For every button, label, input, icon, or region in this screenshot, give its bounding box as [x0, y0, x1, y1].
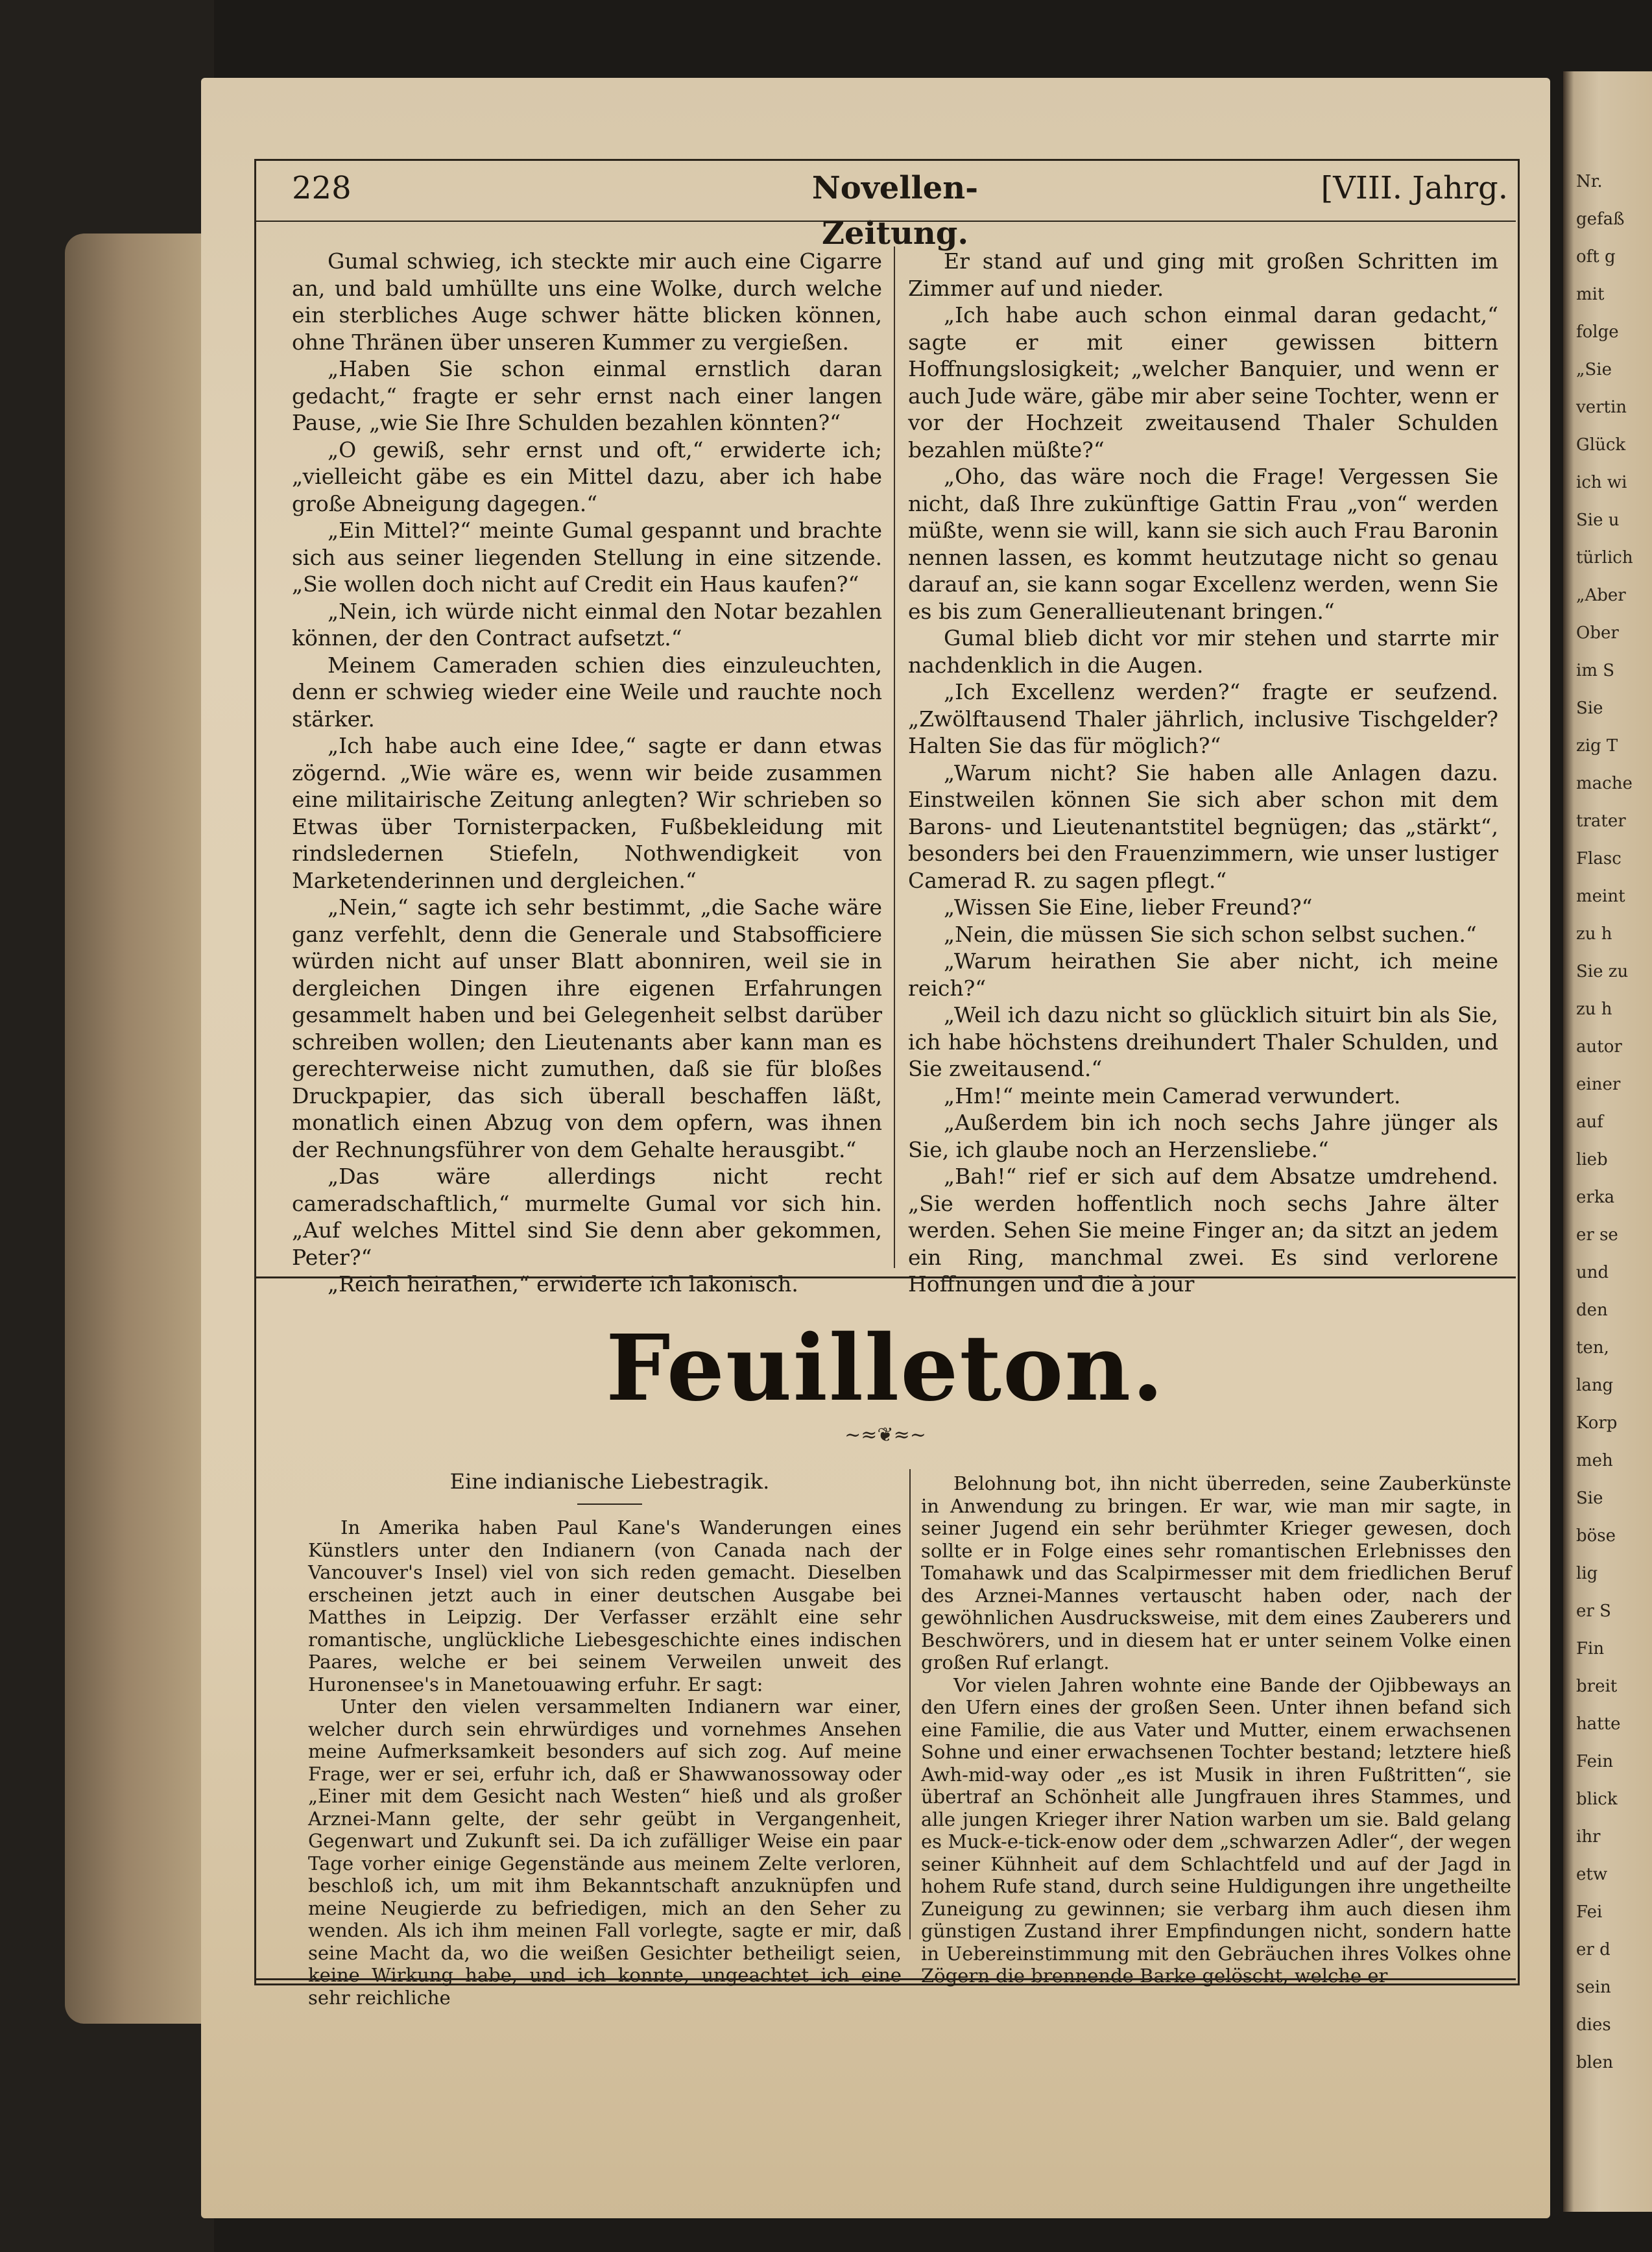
- next-page-fragment: böse: [1576, 1526, 1616, 1546]
- next-page-fragment: sein: [1576, 1978, 1611, 1997]
- paragraph: Er stand auf und ging mit großen Schritten im Zimmer auf und nieder.: [908, 248, 1498, 301]
- paragraph: Gumal schwieg, ich steckte mir auch eine Cigarre an, und bald umhüllte uns eine Wolke, durch welche ein sterbliches Auge schwer hätte blicken können, ohne Thränen über unseren Kummer zu vergießen.: [292, 248, 882, 355]
- next-page-fragment: zu h: [1576, 1000, 1612, 1019]
- feuilleton-divider: [909, 1469, 911, 1939]
- page-edge: [65, 234, 214, 2024]
- next-page-fragment: „Sie: [1576, 360, 1612, 379]
- paragraph: „Nein, ich würde nicht einmal den Notar bezahlen können, der den Contract aufsetzt.“: [292, 598, 882, 651]
- next-page-fragment: mit: [1576, 285, 1605, 304]
- paragraph: „Ich Excellenz werden?“ fragte er seufzend. „Zwölftausend Thaler jährlich, inclusive Tischgelder? Halten Sie das für möglich?“: [908, 679, 1498, 758]
- next-page-fragment: türlich: [1576, 548, 1633, 568]
- next-page-fragment: Flasc: [1576, 849, 1622, 868]
- paragraph: „Hm!“ meinte mein Camerad verwundert.: [944, 1083, 1401, 1108]
- left-column: [292, 248, 882, 1298]
- next-page-fragment: folge: [1576, 322, 1619, 342]
- next-page-strip: [1563, 71, 1652, 2212]
- next-page-fragment: Korp: [1576, 1413, 1618, 1433]
- next-page-fragment: und: [1576, 1263, 1609, 1282]
- next-page-fragment: hatte: [1576, 1714, 1621, 1734]
- next-page-fragment: Glück: [1576, 435, 1626, 455]
- paragraph: Gumal blieb dicht vor mir stehen und starrte mir nachdenklich in die Augen.: [908, 625, 1498, 678]
- next-page-fragment: Fein: [1576, 1752, 1614, 1771]
- next-page-fragment: oft g: [1576, 247, 1616, 267]
- next-page-fragment: mache: [1576, 774, 1633, 793]
- ornament-icon: ~≈❦≈~: [844, 1424, 926, 1446]
- next-page-fragment: er d: [1576, 1940, 1610, 1959]
- next-page-fragment: blick: [1576, 1790, 1618, 1809]
- paragraph: „Ein Mittel?“ meinte Gumal gespannt und brachte sich aus seiner liegenden Stellung in eine sitzende. „Sie wollen doch nicht auf Credit ein Haus kaufen?“: [292, 518, 882, 597]
- paragraph: Meinem Cameraden schien dies einzuleuchten, denn er schwieg wieder eine Weile und rauchte noch stärker.: [292, 652, 882, 732]
- next-page-fragment: er se: [1576, 1225, 1618, 1245]
- next-page-fragment: Nr.: [1576, 172, 1603, 191]
- feuilleton-rule: [254, 1276, 1516, 1278]
- next-page-fragment: zu h: [1576, 924, 1612, 944]
- right-column: [908, 248, 1498, 1298]
- paragraph: „Oho, das wäre noch die Frage! Vergessen Sie nicht, daß Ihre zukünftige Gattin Frau „von“ werden müßte, wenn sie will, kann sie sich auch Frau Baronin nennen lassen, es kommt heutzutage nicht so genau darauf an, sie kann sogar Excellenz werden, wenn Sie es bis zum Generallieutenant bringen.“: [908, 464, 1498, 624]
- next-page-fragment: gefaß: [1576, 210, 1625, 229]
- feuilleton-title: Feuilleton.: [606, 1315, 1165, 1422]
- paragraph: „Wissen Sie Eine, lieber Freund?“: [944, 894, 1313, 920]
- article-title: Eine indianische Liebestragik.: [449, 1469, 770, 1494]
- next-page-fragment: meint: [1576, 887, 1625, 906]
- next-page-fragment: Fin: [1576, 1639, 1605, 1659]
- next-page-fragment: ten,: [1576, 1338, 1609, 1358]
- column-divider: [894, 246, 895, 1268]
- next-page-fragment: etw: [1576, 1865, 1608, 1884]
- paragraph: „Warum nicht? Sie haben alle Anlagen dazu. Einstweilen können Sie sich aber schon mit dem Barons- und Lieutenantstitel begnügen; das „stärkt“, besonders bei den Frauenzimmern, wie unser lustiger Camerad R. zu sagen pflegt.“: [908, 760, 1498, 893]
- header-rule: [254, 221, 1516, 222]
- paragraph: Unter den vielen versammelten Indianern war einer, welcher durch sein ehrwürdiges und vornehmes Ansehen meine Aufmerksamkeit besonders auf sich zog. Auf meine Frage, wer er sei, erfuhr ich, daß er Shawwanossoway oder „Einer mit dem Gesicht nach Westen“ hieß und als großer Arznei-Mann gelte, der sehr geübt in Vergangenheit, Gegenwart und Zukunft sei. Da ich zufälliger Weise ein paar Tage vorher einige Gegenstände aus meinem Zelte verloren, beschloß ich, um mit ihm Bekanntschaft anzuknüpfen und meine Neugierde zu befriedigen, mich an den Seher zu wenden. Als ich ihm meinen Fall vorlegte, sagte er mir, daß seine Macht da, wo die weißen Gesichter betheiligt seien, keine Wirkung habe, und ich konnte, ungeachtet ich eine sehr reichliche: [308, 1695, 902, 2009]
- feuilleton-left-column: [308, 1516, 902, 2009]
- paragraph: „Ich habe auch eine Idee,“ sagte er dann etwas zögernd. „Wie wäre es, wenn wir beide zusammen eine militairische Zeitung anlegten? Wir schrieben so Etwas über Tornisterpacken, Fußbekleidung mit rindsledernen Stiefeln, Nothwendigkeit von Marketenderinnen und dergleichen.“: [292, 733, 882, 893]
- next-page-fragment: erka: [1576, 1188, 1615, 1207]
- next-page-fragment: er S: [1576, 1601, 1611, 1621]
- paragraph: „Bah!“ rief er sich auf dem Absatze umdrehend. „Sie werden hoffentlich noch sechs Jahre älter werden. Sehen Sie meine Finger an; da sitzt an jedem ein Ring, manchmal zwei. Es sind verlorene Hoffnungen und die à jour: [908, 1164, 1498, 1297]
- next-page-fragment: lieb: [1576, 1150, 1608, 1169]
- article-title-rule: [577, 1503, 642, 1505]
- next-page-fragment: zig T: [1576, 736, 1618, 756]
- next-page-fragment: Fei: [1576, 1902, 1603, 1922]
- next-page-fragment: Sie: [1576, 699, 1603, 718]
- paragraph: „Das wäre allerdings nicht recht cameradschaftlich,“ murmelte Gumal vor sich hin. „Auf welches Mittel sind Sie denn aber gekommen, Peter?“: [292, 1164, 882, 1270]
- next-page-fragment: dies: [1576, 2015, 1611, 2035]
- paragraph: „O gewiß, sehr ernst und oft,“ erwiderte ich; „vielleicht gäbe es ein Mittel dazu, aber ich habe große Abneigung dagegen.“: [292, 437, 882, 516]
- next-page-fragment: meh: [1576, 1451, 1613, 1470]
- paragraph: In Amerika haben Paul Kane's Wanderungen eines Künstlers unter den Indianern (von Canada nach der Vancouver's Insel) viel von sich reden gemacht. Dieselben erscheinen jetzt auch in einer deutschen Ausgabe bei Matthes in Leipzig. Der Verfasser erzählt eine sehr romantische, unglückliche Liebesgeschichte eines indischen Paares, welche er bei seinem Verweilen unweit des Huronensee's in Manetouawing erfuhr. Er sagt:: [308, 1516, 902, 1695]
- next-page-fragment: ich wi: [1576, 473, 1627, 492]
- next-page-fragment: ihr: [1576, 1827, 1601, 1847]
- next-page-fragment: im S: [1576, 661, 1615, 680]
- next-page-fragment: Sie u: [1576, 510, 1620, 530]
- next-page-fragment: Ober: [1576, 623, 1619, 643]
- bottom-rule: [254, 1978, 1516, 1980]
- next-page-fragment: blen: [1576, 2053, 1614, 2072]
- paragraph: „Warum heirathen Sie aber nicht, ich meine reich?“: [908, 948, 1498, 1001]
- paragraph: „Nein,“ sagte ich sehr bestimmt, „die Sache wäre ganz verfehlt, denn die Generale und Stabsofficiere würden nicht auf unser Blatt abonniren, weil sie in dergleichen Dingen ihre eigenen Erfahrungen gesammelt haben und bei Gelegenheit selbst darüber schreiben wollen; den Lieutenants aber kann man es gerechterweise nicht zumuthen, daß sie für bloßes Druckpapier, das sich überall beschaffen läßt, monatlich einen Abzug von dem opfern, was ihnen der Rechnungsführer von dem Gehalte herausgibt.“: [292, 894, 882, 1162]
- next-page-fragment: Sie: [1576, 1489, 1603, 1508]
- paragraph: „Nein, die müssen Sie sich schon selbst suchen.“: [944, 921, 1477, 947]
- next-page-fragment: lang: [1576, 1376, 1614, 1395]
- paragraph: Belohnung bot, ihn nicht überreden, seine Zauberkünste in Anwendung zu bringen. Er war, wie man mir sagte, in seiner Jugend ein sehr berühmter Krieger gewesen, doch sollte er in Folge eines sehr romantischen Erlebnisses den Tomahawk und das Scalpirmesser mit dem friedlichen Beruf des Arznei-Mannes vertauscht haben oder, nach der gewöhnlichen Ausdrucksweise, mit dem eines Zauberers und Beschwörers, und in diesem hat er unter seinem Volke einen großen Ruf erlangt.: [921, 1472, 1511, 1673]
- paragraph: „Ich habe auch schon einmal daran gedacht,“ sagte er mit einer gewissen bittern Hoffnungslosigkeit; „welcher Banquier, und wenn er auch Jude wäre, gäbe mir aber seine Tochter, wenn er vor der Hochzeit zweitausend Thaler Schulden bezahlen müßte?“: [908, 302, 1498, 462]
- paragraph: „Weil ich dazu nicht so glücklich situirt bin als Sie, ich habe höchstens dreihundert Thaler Schulden, und Sie zweitausend.“: [908, 1002, 1498, 1081]
- paragraph: „Außerdem bin ich noch sechs Jahre jünger als Sie, ich glaube noch an Herzensliebe.“: [908, 1110, 1498, 1162]
- next-page-fragment: trater: [1576, 811, 1626, 831]
- feuilleton-right-column: [921, 1472, 1511, 1987]
- next-page-fragment: „Aber: [1576, 586, 1626, 605]
- next-page-fragment: Sie zu: [1576, 962, 1629, 981]
- next-page-fragment: den: [1576, 1300, 1608, 1320]
- next-page-fragment: einer: [1576, 1075, 1621, 1094]
- page-number: 228: [292, 170, 352, 206]
- masthead-title: Novellen-Zeitung.: [811, 170, 979, 252]
- paragraph: Vor vielen Jahren wohnte eine Bande der Ojibbeways an den Ufern eines der großen Seen. Unter ihnen befand sich eine Familie, die aus Vater und Mutter, einem erwachsenen Sohne und einer erwachsenen Tochter bestand; letztere hieß Awh-mid-way oder „es ist Musik in ihren Fußtritten“, sie übertraf an Schönheit alle Jungfrauen ihres Stammes, und alle jungen Krieger ihrer Nation warben um sie. Bald gelang es Muck-e-tick-enow oder dem „schwarzen Adler“, der wegen seiner Kühnheit auf dem Schlachtfeld und auf der Jagd in hohem Rufe stand, durch seine Huldigungen ihre ungetheilte Zuneigung zu gewinnen; sie verbarg ihm auch diesen ihm günstigen Zustand ihrer Empfindungen nicht, sondern hatte in Uebereinstimmung mit den Gebräuchen ihres Volkes ohne Zögern die brennende Barke gelöscht, welche er: [921, 1673, 1511, 1987]
- paragraph: „Reich heirathen,“ erwiderte ich lakonisch.: [328, 1271, 798, 1297]
- next-page-fragment: lig: [1576, 1564, 1598, 1583]
- paragraph: „Haben Sie schon einmal ernstlich daran gedacht,“ fragte er sehr ernst nach einer langen Pause, „wie Sie Ihre Schulden bezahlen könnten?“: [292, 356, 882, 435]
- next-page-fragment: vertin: [1576, 398, 1627, 417]
- next-page-fragment: breit: [1576, 1677, 1618, 1696]
- next-page-fragment: auf: [1576, 1112, 1603, 1132]
- volume-label: [VIII. Jahrg.: [1321, 170, 1508, 206]
- next-page-fragment: autor: [1576, 1037, 1622, 1057]
